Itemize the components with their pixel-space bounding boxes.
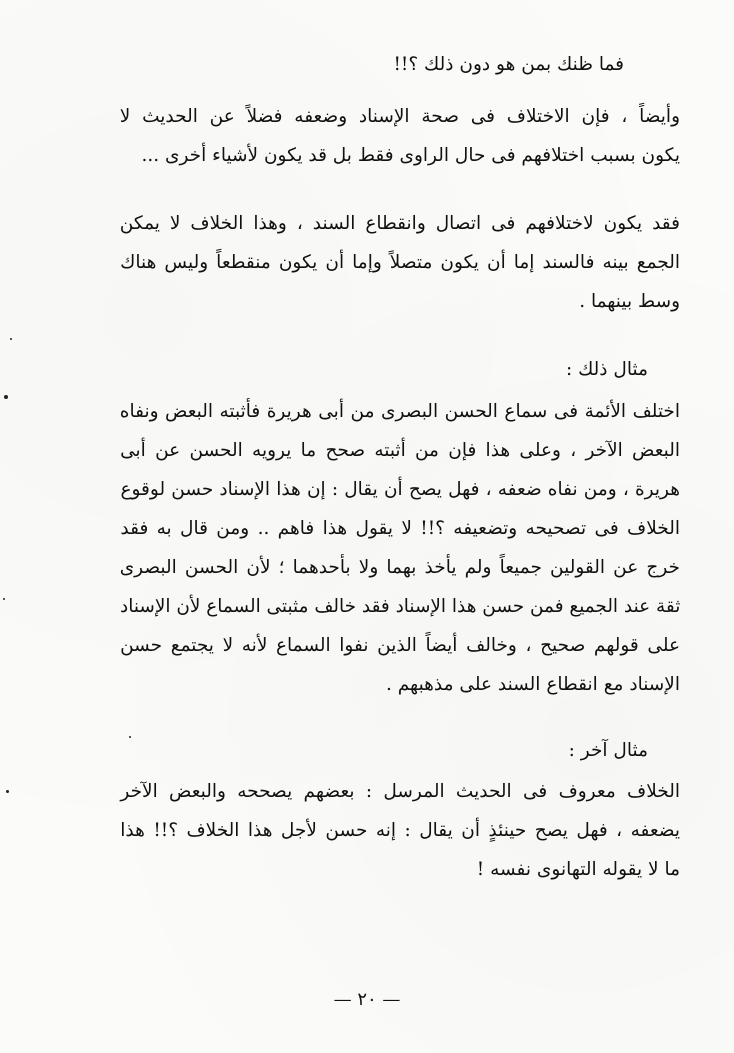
section-heading: مثال ذلك :: [565, 359, 648, 380]
text-line: يضعفه ، فهل يصح حينئذٍ أن يقال : إنه حسن لأجل هذا الخلاف ؟!! هذا: [120, 820, 680, 841]
section-heading: مثال آخر :: [568, 740, 648, 761]
text-line: ما لا يقوله التهانوى نفسه !: [476, 859, 680, 880]
scan-speck: [129, 736, 131, 738]
page-number: — ٢٠ —: [333, 989, 401, 1010]
text-line: ثقة عند الجميع فمن حسن هذا الإسناد فقد خالف مثبتى السماع لأن الإسناد: [119, 596, 680, 617]
text-line: الإسناد مع انقطاع السند على مذهبهم .: [385, 674, 680, 695]
scan-speck: [4, 395, 8, 399]
text-line: الجمع بينه فالسند إما أن يكون متصلاً وإما أن يكون منقطعاً وليس هناك: [120, 252, 680, 273]
text-line: هريرة ، ومن نفاه ضعفه ، فهل يصح أن يقال : إن هذا الإسناد حسن لوقوع: [120, 479, 680, 500]
text-line: على قولهم صحيح ، وخالف أيضاً الذين نفوا السماع لأنه لا يجتمع حسن: [120, 635, 680, 656]
text-line: اختلف الأئمة فى سماع الحسن البصرى من أبى هريرة فأثبته البعض ونفاه: [119, 401, 680, 422]
text-line: فقد يكون لاختلافهم فى اتصال وانقطاع السند ، وهذا الخلاف لا يمكن: [119, 213, 680, 234]
scan-speck: [10, 338, 12, 340]
text-line: وأيضاً ، فإن الاختلاف فى صحة الإسناد وضعفه فضلاً عن الحديث لا: [119, 106, 680, 127]
scan-speck: [6, 790, 9, 793]
text-line: الخلاف معروف فى الحديث المرسل : بعضهم يصححه والبعض الآخر: [120, 781, 680, 802]
scan-speck: [3, 598, 5, 600]
text-line: خرج عن القولين جميعاً ولم يأخذ بهما ولا بأحدهما ؛ لأن الحسن البصرى: [119, 557, 680, 578]
text-line: الخلاف فى تصحيحه وتضعيفه ؟!! لا يقول هذا فاهم .. ومن قال به فقد: [120, 518, 680, 539]
text-line: فما ظنك بمن هو دون ذلك ؟!!: [393, 54, 624, 75]
text-line: البعض الآخر ، وعلى هذا فإن من أثبته صحح ما يرويه الحسن عن أبى: [120, 440, 680, 461]
text-line: يكون بسبب اختلافهم فى حال الراوى فقط بل قد يكون لأشياء أخرى ...: [141, 145, 680, 166]
text-line: وسط بينهما .: [579, 291, 680, 312]
